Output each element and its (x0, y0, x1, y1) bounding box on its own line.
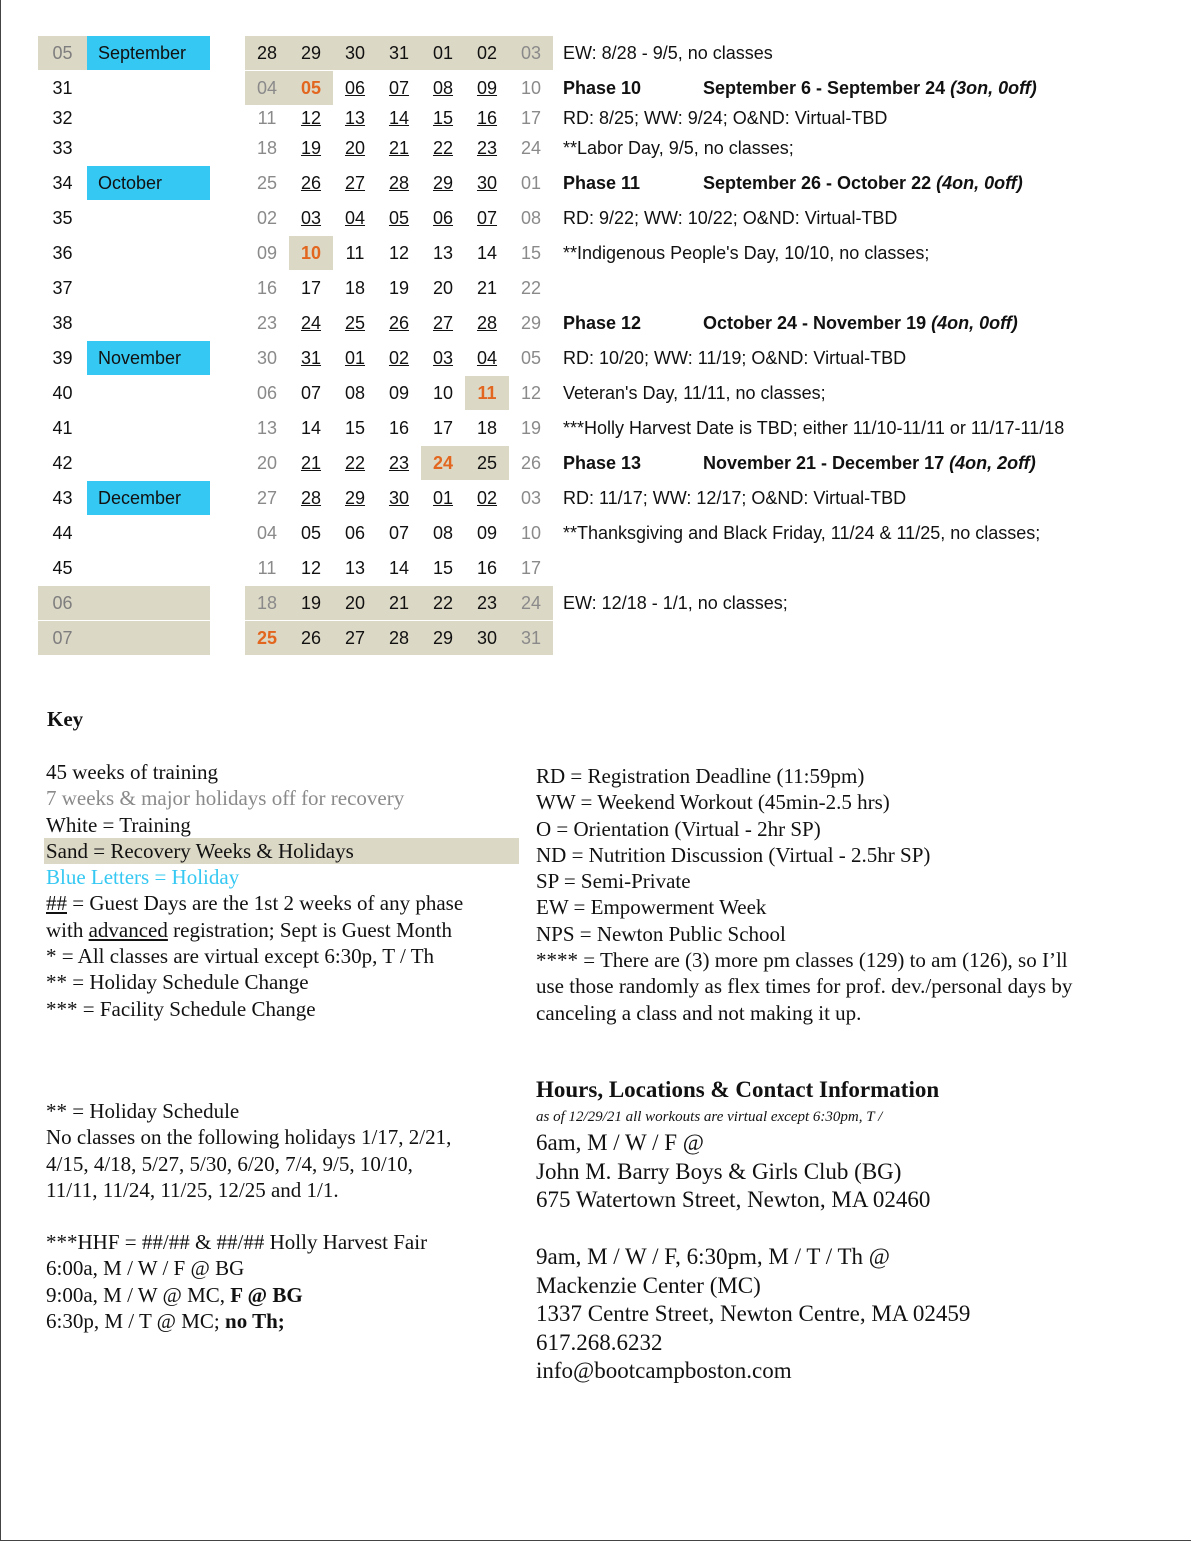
phase-heading (563, 166, 1023, 200)
key-abbr-sp: SP = Semi-Private (536, 869, 691, 894)
day-cell: 20 (344, 138, 366, 158)
day-cell: 29 (432, 173, 454, 193)
phase-dates (703, 71, 1037, 105)
day-cell: 03 (509, 36, 553, 70)
schedule-9am-text: 9:00a, M / W @ MC, (46, 1282, 231, 1307)
day-cell: 09 (476, 78, 498, 98)
month-label (87, 551, 210, 585)
week-number: 35 (52, 208, 73, 228)
day-cell: 08 (520, 208, 542, 228)
month-label (87, 446, 210, 480)
row-note: RD: 10/20; WW: 11/19; O&ND: Virtual-TBD (563, 348, 907, 368)
week-number: 06 (38, 586, 87, 620)
day-cell: 06 (344, 523, 366, 543)
key-legend-left (46, 759, 519, 1022)
schedule-630pm-text: 6:30p, M / T @ MC; (46, 1309, 226, 1334)
phase-label: Phase 10 (563, 78, 642, 98)
calendar-row (0, 131, 1192, 165)
day-cell: 12 (300, 108, 322, 128)
week-number: 40 (52, 383, 73, 403)
day-cell: 18 (256, 138, 278, 158)
calendar-row (0, 236, 1192, 270)
row-note: **Thanksgiving and Black Friday, 11/24 & 11/25, no classes; (563, 523, 1041, 543)
bg-hours: 6am, M / W / F @ (536, 1130, 704, 1155)
phase-heading (563, 71, 1037, 105)
key-line-facility-change: *** = Facility Schedule Change (46, 996, 316, 1021)
calendar-row (0, 201, 1192, 235)
calendar-row (0, 341, 1192, 375)
contact-phone: 617.268.6232 (536, 1329, 663, 1355)
calendar-row (0, 271, 1192, 305)
day-cell: 27 (333, 621, 377, 655)
day-cell: 10 (289, 236, 333, 270)
contact-email[interactable]: info@bootcampboston.com (536, 1358, 792, 1383)
day-cell: 04 (344, 208, 366, 228)
day-cell: 30 (476, 173, 498, 193)
day-cell: 05 (289, 71, 333, 105)
contact-location-mc (536, 1243, 1156, 1386)
day-cell: 31 (300, 348, 322, 368)
day-cell: 18 (476, 418, 498, 438)
calendar-row (0, 101, 1192, 135)
month-label (87, 271, 210, 305)
month-label (87, 411, 210, 445)
key-line-recovery-weeks: 7 weeks & major holidays off for recovery (46, 786, 405, 811)
week-number: 37 (52, 278, 73, 298)
row-note: **Indigenous People's Day, 10/10, no classes; (563, 243, 930, 263)
day-cell: 21 (476, 278, 498, 298)
day-cell: 25 (245, 621, 289, 655)
day-cell: 05 (520, 348, 542, 368)
day-cell: 16 (476, 108, 498, 128)
month-label (87, 376, 210, 410)
calendar-row (0, 586, 1192, 620)
bg-name: John M. Barry Boys & Girls Club (BG) (536, 1158, 902, 1184)
key-line-guest-days-2 (46, 917, 519, 943)
day-cell: 30 (256, 348, 278, 368)
row-note: **Labor Day, 9/5, no classes; (563, 138, 794, 158)
day-cell: 23 (388, 453, 410, 473)
week-number: 07 (38, 621, 87, 655)
day-cell: 24 (300, 313, 322, 333)
day-cell: 03 (520, 488, 542, 508)
day-cell: 16 (476, 558, 498, 578)
day-cell: 25 (465, 446, 509, 480)
schedule-630pm (46, 1308, 526, 1334)
mc-hours: 9am, M / W / F, 6:30pm, M / T / Th @ (536, 1244, 890, 1269)
day-cell: 22 (432, 138, 454, 158)
phase-dates (703, 306, 1018, 340)
day-cell: 01 (520, 173, 542, 193)
day-cell: 14 (300, 418, 322, 438)
day-cell: 20 (333, 586, 377, 620)
key-abbr-nd: ND = Nutrition Discussion (Virtual - 2.5hr SP) (536, 842, 931, 867)
guest-line2-pre: with (46, 917, 89, 942)
day-cell: 15 (432, 558, 454, 578)
key-line-sand: Sand = Recovery Weeks & Holidays (44, 838, 519, 864)
day-cell: 23 (476, 138, 498, 158)
day-cell: 08 (432, 523, 454, 543)
day-cell: 05 (300, 523, 322, 543)
day-cell: 15 (344, 418, 366, 438)
holiday-schedule (46, 1098, 526, 1334)
day-cell: 03 (300, 208, 322, 228)
day-cell: 07 (476, 208, 498, 228)
calendar-row (0, 376, 1192, 410)
key-line-white: White = Training (46, 812, 191, 837)
day-cell: 19 (300, 138, 322, 158)
row-note: EW: 12/18 - 1/1, no classes; (563, 593, 788, 613)
week-number: 38 (52, 313, 73, 333)
day-cell: 02 (465, 36, 509, 70)
contact-title: Hours, Locations & Contact Information (536, 1077, 940, 1102)
day-cell: 27 (344, 173, 366, 193)
day-cell: 30 (465, 621, 509, 655)
day-cell: 28 (476, 313, 498, 333)
day-cell: 16 (388, 418, 410, 438)
month-label: November (87, 341, 210, 375)
month-label: October (87, 166, 210, 200)
day-cell: 04 (256, 523, 278, 543)
day-cell: 30 (388, 488, 410, 508)
key-line-virtual: * = All classes are virtual except 6:30p, T / Th (46, 944, 435, 969)
day-cell: 11 (465, 376, 509, 410)
phase-date-range: September 26 - October 22 (703, 173, 937, 193)
key-line-holiday-change: ** = Holiday Schedule Change (46, 970, 309, 995)
phase-label: Phase 11 (563, 173, 641, 193)
day-cell: 19 (289, 586, 333, 620)
day-cell: 13 (344, 108, 366, 128)
day-cell: 09 (476, 523, 498, 543)
week-number: 41 (52, 418, 73, 438)
calendar-row (0, 36, 1192, 70)
day-cell: 06 (432, 208, 454, 228)
day-cell: 11 (345, 243, 365, 263)
week-number: 33 (52, 138, 73, 158)
day-cell: 15 (520, 243, 542, 263)
key-flex-note-2: use those randomly as flex times for prof. dev./personal days by (536, 974, 1073, 999)
day-cell: 29 (421, 621, 465, 655)
day-cell: 01 (432, 488, 454, 508)
calendar-row (0, 481, 1192, 515)
calendar-row (0, 71, 1192, 105)
day-cell: 12 (520, 383, 542, 403)
month-label (87, 516, 210, 550)
phase-date-range: November 21 - December 17 (703, 453, 950, 473)
day-cell: 11 (257, 108, 277, 128)
day-cell: 28 (300, 488, 322, 508)
phase-date-range: October 24 - November 19 (703, 313, 932, 333)
key-flex-note-3: canceling a class and not making it up. (536, 1000, 862, 1025)
calendar-row (0, 551, 1192, 585)
key-abbr-o: O = Orientation (Virtual - 2hr SP) (536, 816, 821, 841)
key-line-blue: Blue Letters = Holiday (46, 865, 240, 890)
day-cell: 02 (476, 488, 498, 508)
key-abbr-ww: WW = Weekend Workout (45min-2.5 hrs) (536, 790, 890, 815)
week-number: 42 (52, 453, 73, 473)
bg-address: 675 Watertown Street, Newton, MA 02460 (536, 1187, 931, 1212)
phase-dates (703, 166, 1023, 200)
calendar-row (0, 621, 1192, 655)
day-cell: 17 (520, 108, 542, 128)
month-label (87, 101, 210, 135)
schedule-9am-bold: F @ BG (230, 1282, 303, 1307)
row-note: Veteran's Day, 11/11, no classes; (563, 383, 826, 403)
schedule-630pm-bold: no Th; (225, 1309, 285, 1334)
week-number: 39 (52, 348, 73, 368)
schedule-6am: 6:00a, M / W / F @ BG (46, 1256, 245, 1281)
day-cell: 10 (520, 78, 542, 98)
day-cell: 01 (421, 36, 465, 70)
day-cell: 27 (256, 488, 278, 508)
key-abbr-ew: EW = Empowerment Week (536, 895, 767, 920)
day-cell: 23 (465, 586, 509, 620)
key-abbr-rd: RD = Registration Deadline (11:59pm) (536, 764, 865, 788)
day-cell: 24 (509, 586, 553, 620)
day-cell: 29 (520, 313, 542, 333)
day-cell: 20 (432, 278, 454, 298)
phase-on-off: (3on, 0off) (950, 78, 1037, 98)
phase-on-off: (4on, 2off) (949, 453, 1036, 473)
week-number: 32 (52, 108, 73, 128)
phase-date-range: September 6 - September 24 (703, 78, 951, 98)
calendar-row (0, 166, 1192, 200)
day-cell: 26 (289, 621, 333, 655)
day-cell: 28 (377, 621, 421, 655)
day-cell: 13 (432, 243, 454, 263)
day-cell: 29 (289, 36, 333, 70)
day-cell: 10 (432, 383, 454, 403)
day-cell: 21 (388, 138, 410, 158)
day-cell: 12 (300, 558, 322, 578)
day-cell: 24 (520, 138, 542, 158)
key-abbr-nps: NPS = Newton Public School (536, 921, 786, 946)
day-cell: 17 (432, 418, 454, 438)
calendar-row (0, 306, 1192, 340)
day-cell: 09 (256, 243, 278, 263)
day-cell: 17 (520, 558, 542, 578)
day-cell: 20 (256, 453, 278, 473)
month-label (87, 71, 210, 105)
phase-on-off: (4on, 0off) (931, 313, 1018, 333)
day-cell: 29 (344, 488, 366, 508)
day-cell: 14 (388, 558, 410, 578)
day-cell: 18 (245, 586, 289, 620)
day-cell: 14 (388, 108, 410, 128)
week-number: 44 (52, 523, 73, 543)
hhf-line: ***HHF = ##/## & ##/## Holly Harvest Fair (46, 1230, 428, 1255)
contact-location-bg (536, 1129, 1156, 1215)
day-cell: 21 (377, 586, 421, 620)
day-cell: 03 (432, 348, 454, 368)
day-cell: 07 (300, 383, 322, 403)
holiday-line-2: 4/15, 4/18, 5/27, 5/30, 6/20, 7/4, 9/5, 10/10, (46, 1151, 413, 1176)
phase-label: Phase 13 (563, 453, 642, 473)
day-cell: 26 (520, 453, 542, 473)
guest-hash: ## (46, 891, 67, 916)
day-cell: 21 (300, 453, 322, 473)
key-flex-note-1: **** = There are (3) more pm classes (129) to am (126), so I’ll (536, 948, 1068, 973)
day-cell: 28 (245, 36, 289, 70)
phase-heading (563, 306, 1018, 340)
day-cell: 08 (344, 383, 366, 403)
week-number: 05 (38, 36, 87, 70)
day-cell: 07 (388, 523, 410, 543)
day-cell: 02 (256, 208, 278, 228)
mc-address: 1337 Centre Street, Newton Centre, MA 02459 (536, 1301, 971, 1326)
contact-subtitle: as of 12/29/21 all workouts are virtual except 6:30pm, T / (536, 1109, 883, 1125)
month-label (87, 131, 210, 165)
week-number: 43 (52, 488, 73, 508)
day-cell: 31 (377, 36, 421, 70)
month-label (87, 621, 210, 655)
day-cell: 02 (388, 348, 410, 368)
key-title: Key (47, 707, 84, 731)
month-label (87, 236, 210, 270)
phase-on-off: (4on, 0off) (936, 173, 1023, 193)
key-line-training-weeks: 45 weeks of training (46, 760, 219, 784)
day-cell: 13 (344, 558, 366, 578)
key-legend-right (536, 763, 1156, 1026)
day-cell: 08 (432, 78, 454, 98)
month-label (87, 201, 210, 235)
schedule-9am (46, 1282, 526, 1308)
mc-name: Mackenzie Center (MC) (536, 1272, 761, 1298)
day-cell: 26 (300, 173, 322, 193)
guest-text: = Guest Days are the 1st 2 weeks of any phase (67, 891, 464, 916)
day-cell: 04 (245, 71, 289, 105)
day-cell: 14 (476, 243, 498, 263)
holiday-line-3: 11/11, 11/24, 11/25, 12/25 and 1/1. (46, 1177, 339, 1202)
day-cell: 22 (421, 586, 465, 620)
day-cell: 04 (476, 348, 498, 368)
week-number: 31 (52, 78, 73, 98)
phase-label: Phase 12 (563, 313, 642, 333)
holiday-line-1: No classes on the following holidays 1/17, 2/21, (46, 1125, 452, 1150)
day-cell: 25 (256, 173, 278, 193)
calendar-row (0, 411, 1192, 445)
day-cell: 18 (344, 278, 366, 298)
day-cell: 23 (256, 313, 278, 333)
calendar-row (0, 516, 1192, 550)
day-cell: 05 (388, 208, 410, 228)
day-cell: 10 (520, 523, 542, 543)
row-note: RD: 8/25; WW: 9/24; O&ND: Virtual-TBD (563, 108, 888, 128)
day-cell: 22 (520, 278, 542, 298)
row-note: RD: 9/22; WW: 10/22; O&ND: Virtual-TBD (563, 208, 898, 228)
day-cell: 09 (388, 383, 410, 403)
holiday-schedule-title: ** = Holiday Schedule (46, 1099, 240, 1123)
day-cell: 30 (333, 36, 377, 70)
calendar-row (0, 446, 1192, 480)
day-cell: 12 (388, 243, 410, 263)
day-cell: 22 (344, 453, 366, 473)
day-cell: 26 (388, 313, 410, 333)
day-cell: 11 (257, 558, 277, 578)
week-number: 45 (52, 558, 73, 578)
day-cell: 06 (256, 383, 278, 403)
day-cell: 24 (421, 446, 465, 480)
day-cell: 17 (300, 278, 322, 298)
day-cell: 16 (256, 278, 278, 298)
row-note: ***Holly Harvest Date is TBD; either 11/10-11/11 or 11/17-11/18 (563, 418, 1065, 438)
day-cell: 25 (344, 313, 366, 333)
week-number: 34 (52, 173, 73, 193)
day-cell: 01 (344, 348, 366, 368)
key-line-guest-days (46, 890, 519, 916)
day-cell: 27 (432, 313, 454, 333)
day-cell: 31 (509, 621, 553, 655)
phase-heading (563, 446, 1036, 480)
week-number: 36 (52, 243, 73, 263)
month-label (87, 306, 210, 340)
day-cell: 07 (388, 78, 410, 98)
day-cell: 06 (344, 78, 366, 98)
guest-line2-underlined: advanced (88, 917, 168, 942)
day-cell: 15 (432, 108, 454, 128)
day-cell: 28 (388, 173, 410, 193)
month-label: September (87, 36, 210, 70)
month-label: December (87, 481, 210, 515)
row-note: RD: 11/17; WW: 12/17; O&ND: Virtual-TBD (563, 488, 907, 508)
day-cell: 13 (256, 418, 278, 438)
row-note: EW: 8/28 - 9/5, no classes (563, 43, 773, 63)
guest-line2-post: registration; Sept is Guest Month (167, 917, 452, 942)
day-cell: 19 (388, 278, 410, 298)
phase-dates (703, 446, 1036, 480)
day-cell: 19 (520, 418, 542, 438)
month-label (87, 586, 210, 620)
